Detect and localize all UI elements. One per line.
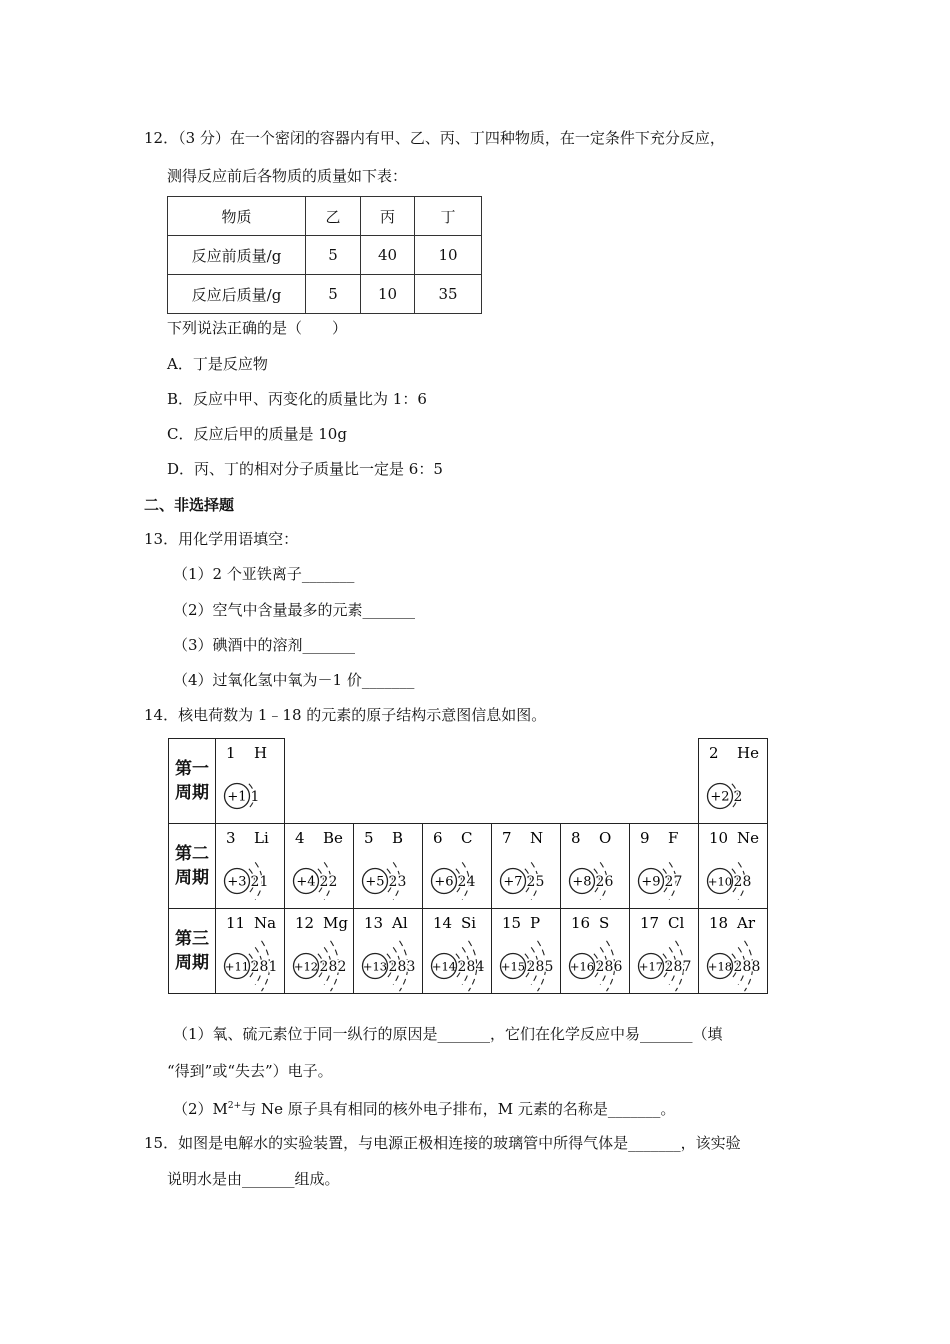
atomic-number: 5	[364, 829, 374, 847]
nucleus-charge: +8	[572, 874, 592, 890]
period-label-line: 周期	[175, 953, 209, 973]
atomic-number: 14	[433, 914, 453, 932]
atomic-number: 18	[709, 914, 729, 932]
atomic-number: 4	[295, 829, 305, 847]
atom-cell	[354, 824, 423, 909]
shell-electron-count: 7	[673, 874, 683, 890]
atom-cell	[216, 739, 285, 824]
q12-option-a: A．丁是反应物	[167, 355, 268, 373]
shell-electron-count: 7	[682, 959, 692, 975]
q12-option-c: C．反应后甲的质量是 10g	[167, 425, 347, 443]
atom-diagram	[492, 824, 560, 908]
period-label-line: 第一	[175, 759, 209, 779]
atomic-number: 12	[295, 914, 315, 932]
shell-electron-count: 2	[595, 959, 605, 975]
atom-diagram	[285, 824, 353, 908]
element-symbol: B	[392, 829, 404, 847]
atom-diagram	[561, 909, 629, 993]
shell-electron-count: 8	[742, 959, 752, 975]
q14-sub2-post: 与 Ne 原子具有相同的核外电子排布，M 元素的名称是_______。	[241, 1100, 676, 1118]
mass-table	[167, 196, 482, 314]
atom-cell	[492, 909, 561, 994]
q12-option-d: D．丙、丁的相对分子质量比一定是 6：5	[167, 460, 443, 478]
shell-electron-count: 2	[664, 959, 674, 975]
shell-electron-count: 8	[673, 959, 683, 975]
shell-electron-count: 6	[613, 959, 623, 975]
table-cell: 反应前质量/g	[168, 236, 306, 275]
q13-item-3: （3）碘酒中的溶剂_______	[173, 636, 356, 654]
nucleus-charge: +7	[503, 874, 523, 890]
element-symbol: Be	[323, 829, 343, 847]
shell-electron-count: 2	[250, 959, 260, 975]
table-row	[168, 197, 482, 236]
atomic-structure-figure	[168, 738, 768, 994]
shell-electron-count: 8	[397, 959, 407, 975]
table-header-cell: 丙	[361, 197, 415, 236]
shell-electron-count: 1	[250, 789, 260, 805]
shell-electron-count: 3	[397, 874, 407, 890]
q13-item-1: （1）2 个亚铁离子_______	[173, 565, 355, 583]
atom-diagram	[699, 824, 767, 908]
atom-cell	[561, 909, 630, 994]
shell-electron-count: 5	[535, 874, 545, 890]
atom-diagram	[699, 909, 767, 993]
atom-diagram	[423, 824, 491, 908]
shell-electron-count: 2	[319, 874, 329, 890]
element-symbol: H	[254, 744, 268, 762]
element-symbol: N	[530, 829, 544, 847]
table-cell: 40	[361, 236, 415, 275]
q15-line1: 15．如图是电解水的实验装置，与电源正极相连接的玻璃管中所得气体是_______，该实验	[144, 1134, 741, 1152]
period-label-2	[169, 824, 216, 909]
q14-title: 14．核电荷数为 1﹣18 的元素的原子结构示意图信息如图。	[144, 706, 547, 724]
element-symbol: Mg	[323, 914, 348, 932]
nucleus-charge: +18	[707, 959, 733, 974]
atomic-number: 2	[709, 744, 719, 762]
atom-cell	[561, 824, 630, 909]
atom-diagram	[216, 739, 284, 823]
period-row-3	[169, 909, 768, 994]
atom-cell	[630, 824, 699, 909]
atom-cell	[216, 824, 285, 909]
q14-sub2	[173, 1096, 675, 1119]
atom-diagram	[216, 909, 284, 993]
q15-line2: 说明水是由_______组成。	[167, 1170, 340, 1188]
shell-electron-count: 2	[328, 874, 338, 890]
atom-diagram	[285, 909, 353, 993]
atomic-number: 9	[640, 829, 650, 847]
nucleus-charge: +12	[293, 959, 319, 974]
period-label-line: 周期	[175, 868, 209, 888]
shell-electron-count: 8	[751, 959, 761, 975]
shell-electron-count: 3	[406, 959, 416, 975]
nucleus-charge: +5	[365, 874, 385, 890]
shell-electron-count: 2	[526, 874, 536, 890]
element-symbol: O	[599, 829, 612, 847]
shell-electron-count: 2	[733, 789, 743, 805]
atom-cell	[630, 909, 699, 994]
atom-diagram	[354, 909, 422, 993]
atom-diagram	[216, 824, 284, 908]
atom-cell	[699, 909, 768, 994]
shell-electron-count: 8	[328, 959, 338, 975]
shell-electron-count: 1	[268, 959, 278, 975]
element-symbol: Si	[461, 914, 477, 932]
atomic-number: 15	[502, 914, 522, 932]
atom-diagram	[354, 824, 422, 908]
ion-charge: 2+	[227, 1101, 242, 1111]
atom-diagram	[630, 824, 698, 908]
period-label-1	[169, 739, 216, 824]
shell-electron-count: 2	[250, 874, 260, 890]
q13-title: 13．用化学用语填空：	[144, 530, 299, 548]
period-label-line: 第三	[175, 929, 209, 949]
shell-electron-count: 2	[457, 874, 467, 890]
shell-electron-count: 2	[388, 874, 398, 890]
shell-electron-count: 2	[733, 959, 743, 975]
element-symbol: He	[737, 744, 759, 762]
element-symbol: Ar	[737, 914, 756, 932]
shell-electron-count: 2	[457, 959, 467, 975]
element-symbol: Al	[392, 914, 408, 932]
atomic-number: 8	[571, 829, 581, 847]
atom-diagram	[699, 739, 767, 823]
period-row-2	[169, 824, 768, 909]
element-symbol: Ne	[737, 829, 760, 847]
nucleus-charge: +6	[434, 874, 454, 890]
shell-electron-count: 4	[475, 959, 485, 975]
table-cell: 35	[415, 275, 482, 314]
nucleus-charge: +15	[500, 959, 526, 974]
atom-cell	[423, 909, 492, 994]
element-symbol: F	[668, 829, 679, 847]
atom-diagram	[492, 909, 560, 993]
atom-cell	[354, 909, 423, 994]
q12-prompt: 下列说法正确的是（ ）	[167, 319, 348, 337]
atom-diagram	[561, 824, 629, 908]
element-symbol: P	[530, 914, 541, 932]
atom-cell	[492, 824, 561, 909]
table-header-cell: 乙	[306, 197, 361, 236]
table-cell: 5	[306, 275, 361, 314]
period-row-1	[169, 739, 768, 824]
atomic-number: 16	[571, 914, 591, 932]
q14-sub2-pre: （2）M	[173, 1100, 228, 1118]
nucleus-charge: +13	[362, 959, 388, 974]
atomic-number: 7	[502, 829, 512, 847]
atomic-number: 1	[226, 744, 236, 762]
shell-electron-count: 8	[604, 959, 614, 975]
table-header-cell: 物质	[168, 197, 306, 236]
atom-cell	[285, 824, 354, 909]
nucleus-charge: +16	[569, 959, 595, 974]
atom-cell	[216, 909, 285, 994]
period-label-3	[169, 909, 216, 994]
nucleus-charge: +14	[431, 959, 457, 974]
nucleus-charge: +1	[227, 789, 247, 805]
atom-cell	[423, 824, 492, 909]
atom-diagram	[423, 909, 491, 993]
table-row	[168, 236, 482, 275]
atomic-number: 3	[226, 829, 236, 847]
q13-item-2: （2）空气中含量最多的元素_______	[173, 601, 416, 619]
atom-cell	[285, 909, 354, 994]
empty-gap	[285, 739, 699, 824]
atomic-number: 13	[364, 914, 384, 932]
nucleus-charge: +9	[641, 874, 661, 890]
table-cell: 10	[361, 275, 415, 314]
atomic-number: 6	[433, 829, 443, 847]
nucleus-charge: +4	[296, 874, 316, 890]
nucleus-charge: +17	[638, 959, 664, 974]
period-label-line: 第二	[175, 844, 209, 864]
q13-item-4: （4）过氧化氢中氧为－1 价_______	[173, 671, 415, 689]
nucleus-charge: +2	[710, 789, 730, 805]
shell-electron-count: 2	[733, 874, 743, 890]
table-cell: 反应后质量/g	[168, 275, 306, 314]
nucleus-charge: +10	[707, 874, 733, 889]
shell-electron-count: 1	[259, 874, 269, 890]
nucleus-charge: +11	[224, 959, 250, 974]
atomic-number: 11	[226, 914, 246, 932]
table-row	[168, 275, 482, 314]
table-header-cell: 丁	[415, 197, 482, 236]
shell-electron-count: 2	[595, 874, 605, 890]
q14-sub1-line1: （1）氧、硫元素位于同一纵行的原因是_______，它们在化学反应中易_______（填	[173, 1025, 723, 1043]
q12-stem-line2: 测得反应前后各物质的质量如下表：	[167, 167, 408, 185]
element-symbol: S	[599, 914, 610, 932]
element-symbol: Na	[254, 914, 277, 932]
shell-electron-count: 2	[526, 959, 536, 975]
shell-electron-count: 2	[319, 959, 329, 975]
shell-electron-count: 2	[388, 959, 398, 975]
atomic-number: 10	[709, 829, 729, 847]
atom-cell	[699, 739, 768, 824]
shell-electron-count: 8	[466, 959, 476, 975]
nucleus-charge: +3	[227, 874, 247, 890]
q14-sub1-line2: “得到”或“失去”）电子。	[167, 1062, 333, 1080]
atomic-number: 17	[640, 914, 660, 932]
table-cell: 5	[306, 236, 361, 275]
shell-electron-count: 2	[664, 874, 674, 890]
atom-cell	[699, 824, 768, 909]
q12-stem-line1: 12．（3 分）在一个密闭的容器内有甲、乙、丙、丁四种物质，在一定条件下充分反应，	[144, 129, 725, 147]
shell-electron-count: 5	[544, 959, 554, 975]
q12-option-b: B．反应中甲、丙变化的质量比为 1：6	[167, 390, 427, 408]
shell-electron-count: 2	[337, 959, 347, 975]
shell-electron-count: 6	[604, 874, 614, 890]
shell-electron-count: 8	[259, 959, 269, 975]
shell-electron-count: 8	[742, 874, 752, 890]
table-cell: 10	[415, 236, 482, 275]
element-symbol: Li	[254, 829, 269, 847]
period-label-line: 周期	[175, 783, 209, 803]
atom-diagram	[630, 909, 698, 993]
element-symbol: Cl	[668, 914, 685, 932]
section-heading: 二、非选择题	[144, 496, 235, 514]
shell-electron-count: 8	[535, 959, 545, 975]
element-symbol: C	[461, 829, 473, 847]
shell-electron-count: 4	[466, 874, 476, 890]
